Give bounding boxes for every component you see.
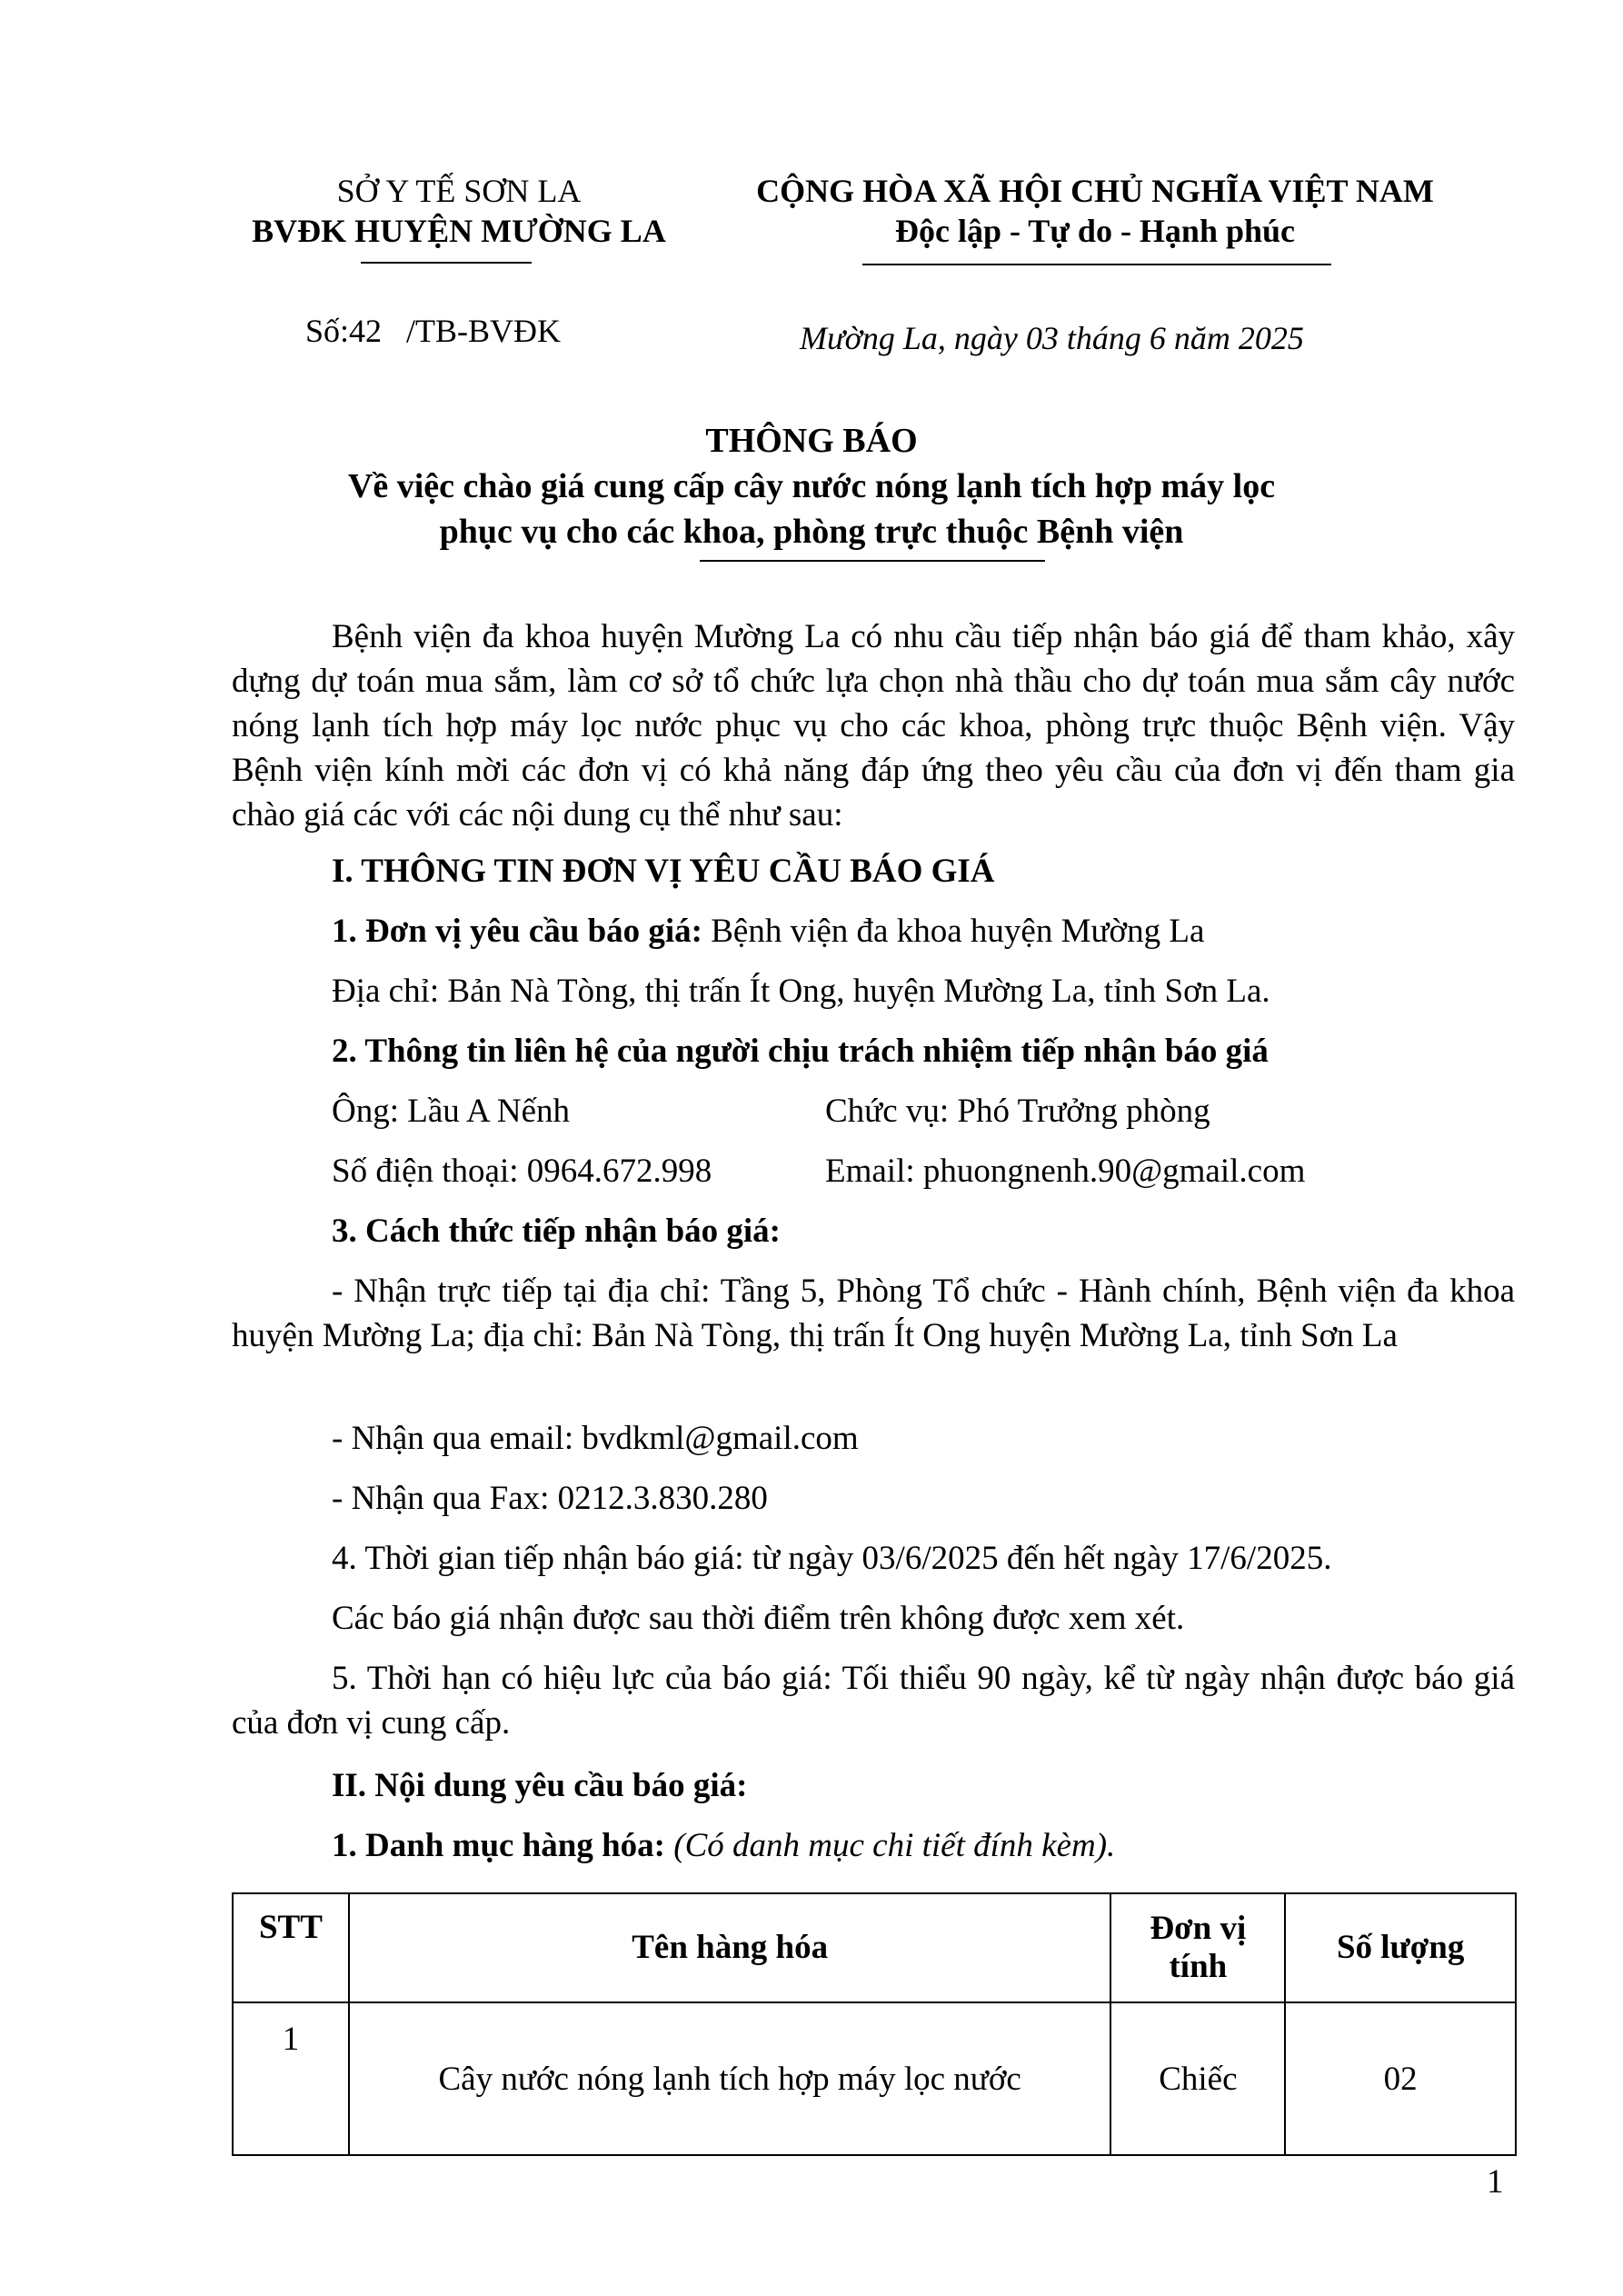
row-goods-name: Cây nước nóng lạnh tích hợp máy lọc nước xyxy=(349,2002,1111,2155)
title-underline xyxy=(700,560,1045,562)
motto-underline xyxy=(862,264,1331,265)
goods-list-label: 1. Danh mục hàng hóa: xyxy=(332,1827,666,1864)
unit-name: BVĐK HUYỆN MƯỜNG LA xyxy=(252,213,666,249)
requesting-unit-value: Bệnh viện đa khoa huyện Mường La xyxy=(702,913,1205,950)
section-2-heading: II. Nội dung yêu cầu báo giá: xyxy=(332,1767,748,1804)
requesting-unit xyxy=(332,909,1204,953)
goods-table xyxy=(232,1892,1517,2156)
row-quantity: 02 xyxy=(1285,2002,1516,2155)
receive-period: 4. Thời gian tiếp nhận báo giá: từ ngày 03/6/2025 đến hết ngày 17/6/2025. xyxy=(332,1540,1332,1577)
page-number: 1 xyxy=(1487,2163,1504,2201)
agency-name: SỞ Y TẾ SƠN LA xyxy=(336,173,582,209)
row-unit: Chiếc xyxy=(1110,2002,1285,2155)
quote-validity: 5. Thời hạn có hiệu lực của báo giá: Tối thiểu 90 ngày, kể từ ngày nhận được báo giá của đơn vị cung cấp. xyxy=(232,1660,1515,1742)
contact-phone: Số điện thoại: 0964.672.998 xyxy=(332,1153,712,1190)
document-number: Số:42 /TB-BVĐK xyxy=(305,313,562,349)
receive-email: - Nhận qua email: bvdkml@gmail.com xyxy=(332,1420,859,1457)
notice-title: THÔNG BÁO xyxy=(705,422,918,460)
section-1-heading: I. THÔNG TIN ĐƠN VỊ YÊU CẦU BÁO GIÁ xyxy=(332,853,995,890)
header-quantity: Số lượng xyxy=(1285,1893,1516,2002)
goods-list-note: (Có danh mục chi tiết đính kèm). xyxy=(665,1827,1116,1864)
unit-underline xyxy=(361,262,532,264)
receive-method-heading: 3. Cách thức tiếp nhận báo giá: xyxy=(332,1213,782,1250)
receive-period-note: Các báo giá nhận được sau thời điểm trên không được xem xét. xyxy=(332,1600,1185,1637)
unit-address: Địa chỉ: Bản Nà Tòng, thị trấn Ít Ong, huyện Mường La, tỉnh Sơn La. xyxy=(332,973,1270,1010)
table-row xyxy=(233,2002,1516,2155)
notice-subject-line-2: phục vụ cho các khoa, phòng trực thuộc Bệnh viện xyxy=(439,513,1184,551)
contact-heading: 2. Thông tin liên hệ của người chịu trách nhiệm tiếp nhận báo giá xyxy=(332,1033,1269,1070)
contact-name: Ông: Lầu A Nếnh xyxy=(332,1093,571,1130)
header-unit: Đơn vị tính xyxy=(1110,1893,1285,2002)
row-stt: 1 xyxy=(233,2002,349,2155)
notice-subject-line-1: Về việc chào giá cung cấp cây nước nóng lạnh tích hợp máy lọc xyxy=(347,467,1276,505)
header-goods-name: Tên hàng hóa xyxy=(349,1893,1111,2002)
table-header-row xyxy=(233,1893,1516,2002)
receive-fax: - Nhận qua Fax: 0212.3.830.280 xyxy=(332,1480,768,1517)
place-and-date: Mường La, ngày 03 tháng 6 năm 2025 xyxy=(800,320,1304,356)
header-stt: STT xyxy=(233,1893,349,2002)
contact-email: Email: phuongnenh.90@gmail.com xyxy=(825,1153,1306,1190)
country-name: CỘNG HÒA XÃ HỘI CHỦ NGHĨA VIỆT NAM xyxy=(756,173,1434,209)
goods-list-heading xyxy=(332,1823,1115,1868)
intro-paragraph: Bệnh viện đa khoa huyện Mường La có nhu cầu tiếp nhận báo giá để tham khảo, xây dựng dự toán mua sắm, làm cơ sở tổ chức lựa chọn nhà thầu cho dự toán mua sắm cây nước nóng lạnh tích hợp máy lọc nước phục vụ cho các khoa, phòng trực thuộc Bệnh viện. Vậy Bệnh viện kính mời các đơn vị có khả năng đáp ứng theo yêu cầu của đơn vị đến tham gia chào giá các với các nội dung cụ thể như sau: xyxy=(232,618,1515,834)
requesting-unit-label: 1. Đơn vị yêu cầu báo giá: xyxy=(332,913,702,950)
national-motto: Độc lập - Tự do - Hạnh phúc xyxy=(894,213,1296,249)
contact-position: Chức vụ: Phó Trưởng phòng xyxy=(825,1093,1210,1130)
receive-direct: - Nhận trực tiếp tại địa chỉ: Tầng 5, Phòng Tổ chức - Hành chính, Bệnh viện đa khoa huyện Mường La; địa chỉ: Bản Nà Tòng, thị trấn Ít Ong huyện Mường La, tỉnh Sơn La xyxy=(232,1273,1515,1354)
